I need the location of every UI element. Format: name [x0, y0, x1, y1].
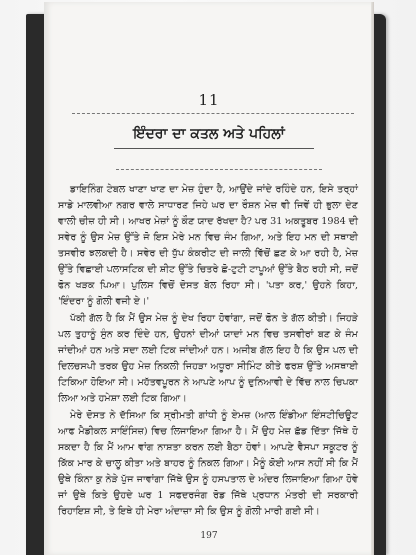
chapter-rule-top: [72, 113, 354, 114]
body-text: [58, 182, 358, 521]
page-edge: [371, 2, 374, 555]
book-page: [44, 2, 374, 555]
paragraph-3: ਮੇਰੇ ਦੋਸਤ ਨੇ ਦੱਸਿਆ ਕਿ ਸ੍ਰੀਮਤੀ ਗਾਂਧੀ ਨੂੰ ਏਮਜ਼ (ਆਲ ਇੰਡੀਆ ਇੰਸਟੀਚਿਊਟ ਆਫ ਮੈਡੀਕਲ ਸਾਇੰਸਿਜ਼) ਵਿਚ ਲਿਜਾਇਆ ਗਿਆ ਹੈ। ਮੈਂ ਉਹ ਮੇਜ਼ ਛੱਡ ਦਿੱਤਾ ਜਿੱਥੇ ਹੋ ਸਕਦਾ ਹੈ ਕਿ ਮੈਂ ਆਮ ਵਾਂਗ ਨਾਸ਼ਤਾ ਕਰਨ ਲਈ ਬੈਠਾ ਹੋਵਾਂ। ਆਪਣੇ ਵੈਸਪਾ ਸਕੂਟਰ ਨੂੰ ਕਿੱਕ ਮਾਰ ਕੇ ਚਾਲੂ ਕੀਤਾ ਅਤੇ ਬਾਹਰ ਨੂੰ ਨਿਕਲ ਗਿਆ। ਮੈਨੂੰ ਕੋਈ ਆਸ ਨਹੀਂ ਸੀ ਕਿ ਮੈਂ ਉਥੇ ਕਿੰਨਾ ਕੁ ਨੇੜੇ ਪੁੱਜ ਜਾਵਾਂਗਾ ਜਿੱਥੇ ਉਸ ਨੂੰ ਹਸਪਤਾਲ ਦੇ ਅੰਦਰ ਲਿਜਾਇਆ ਗਿਆ ਹੋਵੇ ਜਾਂ ਉਥੇ ਕਿਤੇ ਉਹਦੇ ਘਰ 1 ਸਫਦਰਜੰਗ ਰੋਡ ਜਿੱਥੇ ਪ੍ਰਧਾਨ ਮੰਤਰੀ ਦੀ ਸਰਕਾਰੀ ਰਿਹਾਇਸ਼ ਸੀ, ਤੇ ਇਥੇ ਹੀ ਮੇਰਾ ਅੰਦਾਜ਼ਾ ਸੀ ਕਿ ਉਸ ਨੂੰ ਗੋਲੀ ਮਾਰੀ ਗਈ ਸੀ।: [58, 410, 358, 517]
paragraph-1: ਡਾਇਨਿੰਗ ਟੇਬਲ ਖਾਣਾ ਖਾਣ ਦਾ ਮੇਜ਼ ਹੁੰਦਾ ਹੈ, ਆਉਂਦੇ ਜਾਂਦੇ ਰਹਿੰਦੇ ਹਨ, ਇਸੇ ਤਰ੍ਹਾਂ ਸਾਡੇ ਮਾਲਵੀਆ ਨਗਰ ਵਾਲੇ ਸਾਧਾਰਣ ਜਿਹੇ ਘਰ ਦਾ ਰੌਸ਼ਨ ਮੇਜ਼ ਵੀ ਜਿਵੇਂ ਹੀ ਭੁਲਾ ਦੇਣ ਵਾਲੀ ਚੀਜ਼ ਹੀ ਸੀ। ਆਖਰ ਮੇਜ਼ਾਂ ਨੂੰ ਕੌਣ ਯਾਦ ਰੱਖਦਾ ਹੈ? ਪਰ 31 ਅਕਤੂਬਰ 1984 ਦੀ ਸਵੇਰ ਨੂੰ ਉਸ ਮੇਜ਼ ਉੱਤੇ ਜੋ ਇਸ ਮੇਰੇ ਮਨ ਵਿਚ ਜੰਮ ਗਿਆ, ਅਤੇ ਇਹ ਮਨ ਦੀ ਸਥਾਈ ਤਸਵੀਰ ਝਲਕਦੀ ਹੈ। ਸਵੇਰ ਦੀ ਧੁੱਪ ਕੰਕਰੀਟ ਦੀ ਜਾਲੀ ਵਿੱਚੋਂ ਛਣ ਕੇ ਆ ਰਹੀ ਹੈ, ਮੇਜ਼ ਉੱਤੇ ਵਿਛਾਈ ਪਲਾਸਟਿਕ ਦੀ ਸ਼ੀਟ ਉੱਤੇ ਚਿਤਰੇ ਛੋ-ਟੁਟੀ ਟਾਪੂਆਂ ਉੱਤੇ ਬੈਠ ਰਹੀ ਸੀ, ਜਦੋਂ ਫੋਨ ਖੜਕ ਪਿਆ। ਪੁਲਿਸ ਵਿਚੋਂ ਦੋਸਤ ਬੋਲ ਰਿਹਾ ਸੀ। 'ਪਤਾ ਕਰ,' ਉਹਨੇ ਕਿਹਾ, 'ਇੰਦਰਾ ਨੂੰ ਗੋਲੀ ਵਜੀ ਏ।': [58, 184, 358, 307]
chapter-title: ਇੰਦਰਾ ਦਾ ਕਤਲ ਅਤੇ ਪਹਿਲਾਂ: [133, 126, 285, 142]
page-number: 197: [200, 531, 218, 541]
chapter-title-underline: [114, 148, 314, 149]
chapter-rule-mid: [116, 169, 322, 170]
paragraph-2: ਪੱਕੀ ਗੱਲ ਹੈ ਕਿ ਮੈਂ ਉਸ ਮੇਜ਼ ਨੂੰ ਦੇਖ ਰਿਹਾ ਹੋਵਾਂਗਾ, ਜਦੋਂ ਫੋਨ ਤੇ ਗੱਲ ਕੀਤੀ। ਜਿਹੜੇ ਪਲ ਤੁਹਾਨੂੰ ਸੁੰਨ ਕਰ ਦਿੰਦੇ ਹਨ, ਉਹਨਾਂ ਦੀਆਂ ਯਾਦਾਂ ਮਨ ਵਿਚ ਤਸਵੀਰਾਂ ਬਣ ਕੇ ਜੰਮ ਜਾਂਦੀਆਂ ਹਨ ਅਤੇ ਸਦਾ ਲਈ ਟਿਕ ਜਾਂਦੀਆਂ ਹਨ। ਅਜੀਬ ਗੱਲ ਇਹ ਹੈ ਕਿ ਉਸ ਪਲ ਦੀ ਦਿਲਚਸਪੀ ਤਰਕ ਉਹ ਮੇਜ਼ ਨਿਕਲੀ ਜਿਹੜਾ ਅਧੂਰਾ ਸੀਮਿੰਟ ਕੀਤੇ ਫਰਸ਼ ਉੱਤੇ ਅਸਥਾਈ ਟਿਕਿਆ ਹੋਇਆ ਸੀ। ਮਹੱਤਵਪੂਰਨ ਨੇ ਆਪਣੇ ਆਪ ਨੂੰ ਦੁਨਿਆਵੀ ਦੇ ਵਿੱਚ ਨਾਲ ਚਿਪਕਾ ਲਿਆ ਅਤੇ ਹਮੇਸ਼ਾ ਲਈ ਟਿਕ ਗਿਆ।: [58, 313, 358, 404]
chapter-number: 11: [198, 91, 220, 109]
